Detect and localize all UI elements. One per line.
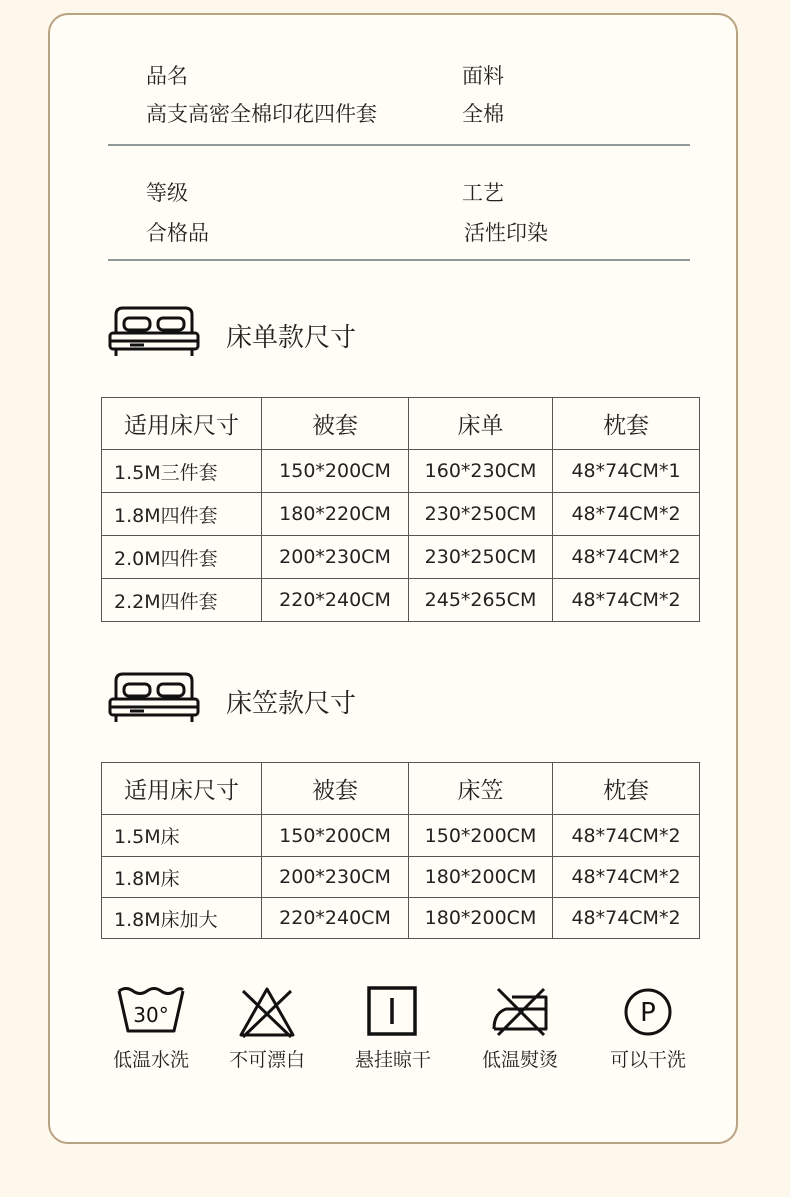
care-dry-clean xyxy=(588,985,708,1072)
table-cell: 48*74CM*2 xyxy=(553,493,700,536)
table-cell: 48*74CM*2 xyxy=(553,898,700,939)
grade-value: 合格品 xyxy=(146,221,209,245)
care-label: 可以干洗 xyxy=(609,1049,686,1071)
no-bleach-icon xyxy=(237,985,297,1039)
table-row xyxy=(102,898,700,939)
care-hang-dry xyxy=(333,985,453,1072)
table-cell: 1.8M床加大 xyxy=(102,898,262,939)
table-cell: 1.5M三件套 xyxy=(102,450,262,493)
table-cell: 1.5M床 xyxy=(102,815,262,857)
header-cell: 适用床尺寸 xyxy=(102,763,262,815)
care-label: 不可漂白 xyxy=(228,1049,305,1071)
header-cell: 枕套 xyxy=(553,763,700,815)
product-name-value: 高支高密全棉印花四件套 xyxy=(146,102,377,126)
table-header-row xyxy=(102,398,700,450)
table-cell: 230*250CM xyxy=(409,493,553,536)
grade-label: 等级 xyxy=(146,181,188,205)
table-cell: 230*250CM xyxy=(409,536,553,579)
craft-label: 工艺 xyxy=(462,181,504,205)
table-cell: 245*265CM xyxy=(409,579,553,622)
fitted-sheet-table xyxy=(101,762,700,939)
table-cell: 150*200CM xyxy=(262,450,409,493)
table-cell: 180*200CM xyxy=(409,857,553,898)
table-cell: 220*240CM xyxy=(262,579,409,622)
table-cell: 2.2M四件套 xyxy=(102,579,262,622)
table-row xyxy=(102,579,700,622)
table-cell: 160*230CM xyxy=(409,450,553,493)
table-cell: 150*200CM xyxy=(409,815,553,857)
table-header-row xyxy=(102,763,700,815)
table-cell: 150*200CM xyxy=(262,815,409,857)
table-cell: 200*230CM xyxy=(262,857,409,898)
table-cell: 48*74CM*2 xyxy=(553,536,700,579)
table-cell: 1.8M床 xyxy=(102,857,262,898)
care-label: 低温水洗 xyxy=(112,1049,189,1071)
table-cell: 2.0M四件套 xyxy=(102,536,262,579)
spec-card xyxy=(48,13,738,1144)
header-cell: 枕套 xyxy=(553,398,700,450)
table-row xyxy=(102,857,700,898)
section-title: 床笠款尺寸 xyxy=(226,689,357,719)
header-cell: 被套 xyxy=(262,763,409,815)
table-cell: 48*74CM*2 xyxy=(553,815,700,857)
table-cell: 200*230CM xyxy=(262,536,409,579)
fabric-label: 面料 xyxy=(462,64,504,88)
header-cell: 被套 xyxy=(262,398,409,450)
bed-icon xyxy=(108,305,200,359)
table-row xyxy=(102,493,700,536)
header-cell: 适用床尺寸 xyxy=(102,398,262,450)
care-low-iron xyxy=(460,985,580,1072)
info-divider xyxy=(108,144,690,146)
header-cell: 床单 xyxy=(409,398,553,450)
care-no-bleach xyxy=(207,985,327,1072)
info-divider xyxy=(108,259,690,261)
table-cell: 48*74CM*2 xyxy=(553,579,700,622)
flat-sheet-table xyxy=(101,397,700,622)
no-iron-icon xyxy=(490,985,550,1039)
craft-value: 活性印染 xyxy=(464,221,548,245)
hang-dry-icon xyxy=(366,985,420,1039)
table-cell: 180*220CM xyxy=(262,493,409,536)
care-label: 低温熨烫 xyxy=(481,1049,558,1071)
dry-clean-p-icon xyxy=(621,985,675,1039)
product-name-label: 品名 xyxy=(146,64,188,88)
table-row xyxy=(102,815,700,857)
table-cell: 220*240CM xyxy=(262,898,409,939)
care-label: 悬挂晾干 xyxy=(354,1049,431,1071)
dry-clean-letter: P xyxy=(640,998,656,1028)
section-title: 床单款尺寸 xyxy=(226,323,357,353)
bed-icon xyxy=(108,671,200,725)
table-cell: 180*200CM xyxy=(409,898,553,939)
table-row xyxy=(102,450,700,493)
care-wash xyxy=(91,985,211,1072)
header-cell: 床笠 xyxy=(409,763,553,815)
table-cell: 48*74CM*2 xyxy=(553,857,700,898)
table-cell: 48*74CM*1 xyxy=(553,450,700,493)
table-row xyxy=(102,536,700,579)
table-cell: 1.8M四件套 xyxy=(102,493,262,536)
wash-30-icon xyxy=(116,985,186,1039)
wash-temp-text: 30° xyxy=(133,1003,169,1027)
fabric-value: 全棉 xyxy=(462,102,504,126)
